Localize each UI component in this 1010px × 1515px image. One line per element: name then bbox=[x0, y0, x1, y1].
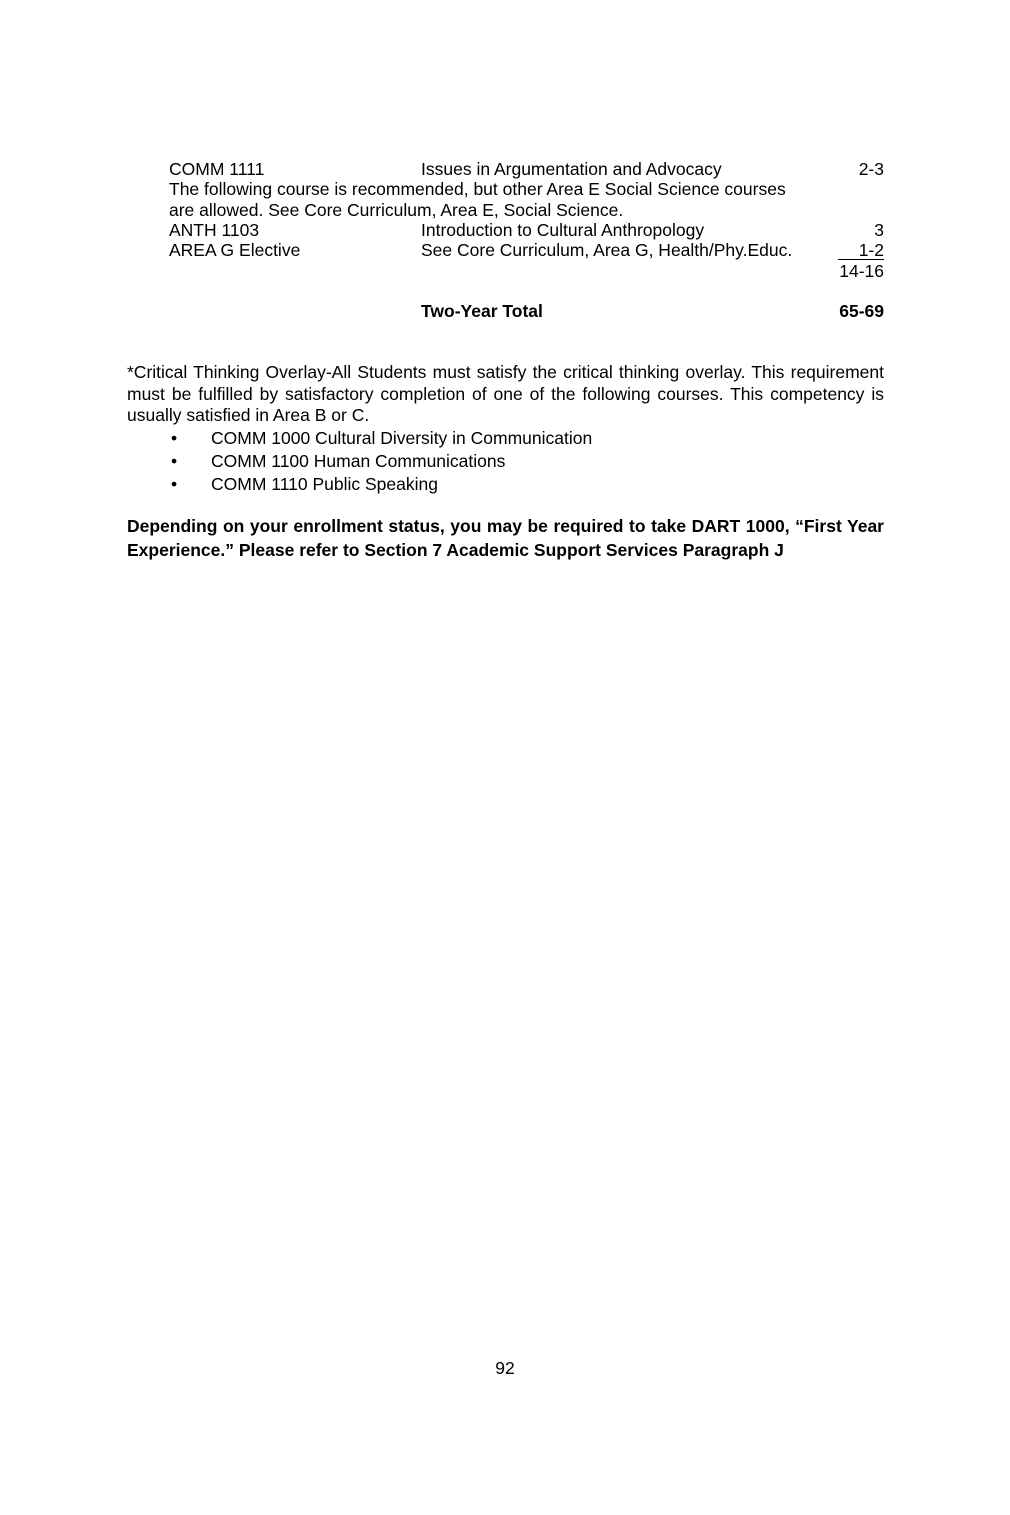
enrollment-notice: Depending on your enrollment status, you may be required to take DART 1000, “First Year Experience.” Please refer to Section 7 Academic Support Services Paragraph J bbox=[127, 516, 884, 560]
course-code: AREA G Elective bbox=[169, 240, 301, 260]
course-code: COMM 1111 bbox=[169, 159, 265, 179]
semester-subtotal: 14-16 bbox=[839, 261, 884, 281]
critical-thinking-course-list bbox=[127, 427, 884, 496]
recommendation-note-line: are allowed. See Core Curriculum, Area E, Social Science. bbox=[169, 199, 624, 220]
two-year-total-label: Two-Year Total bbox=[421, 301, 543, 321]
course-title: Introduction to Cultural Anthropology bbox=[421, 220, 705, 240]
course-credits: 1-2 bbox=[838, 240, 884, 260]
bullet-icon: • bbox=[171, 451, 178, 471]
list-item bbox=[127, 473, 884, 496]
course-title: Issues in Argumentation and Advocacy bbox=[421, 159, 722, 179]
list-item-text: COMM 1100 Human Communications bbox=[211, 451, 506, 471]
course-credits: 3 bbox=[874, 220, 884, 240]
course-credits: 2-3 bbox=[858, 159, 884, 179]
page-number: 92 bbox=[495, 1358, 515, 1378]
critical-thinking-paragraph: *Critical Thinking Overlay-All Students must satisfy the critical thinking overlay. This requirement must be fulfilled by satisfactory completion of one of the following courses. This competency is usually satisfied in Area B or C. bbox=[127, 362, 884, 425]
course-title: See Core Curriculum, Area G, Health/Phy.Educ. bbox=[421, 240, 793, 260]
bullet-icon: • bbox=[171, 474, 178, 494]
bullet-icon: • bbox=[171, 428, 178, 448]
list-item-text: COMM 1110 Public Speaking bbox=[211, 474, 438, 494]
recommendation-note bbox=[169, 179, 869, 220]
recommendation-note-line: The following course is recommended, but other Area E Social Science courses bbox=[169, 179, 786, 199]
two-year-total-value: 65-69 bbox=[839, 301, 884, 321]
list-item-text: COMM 1000 Cultural Diversity in Communication bbox=[211, 428, 593, 448]
list-item bbox=[127, 427, 884, 450]
course-code: ANTH 1103 bbox=[169, 220, 260, 240]
list-item bbox=[127, 450, 884, 473]
